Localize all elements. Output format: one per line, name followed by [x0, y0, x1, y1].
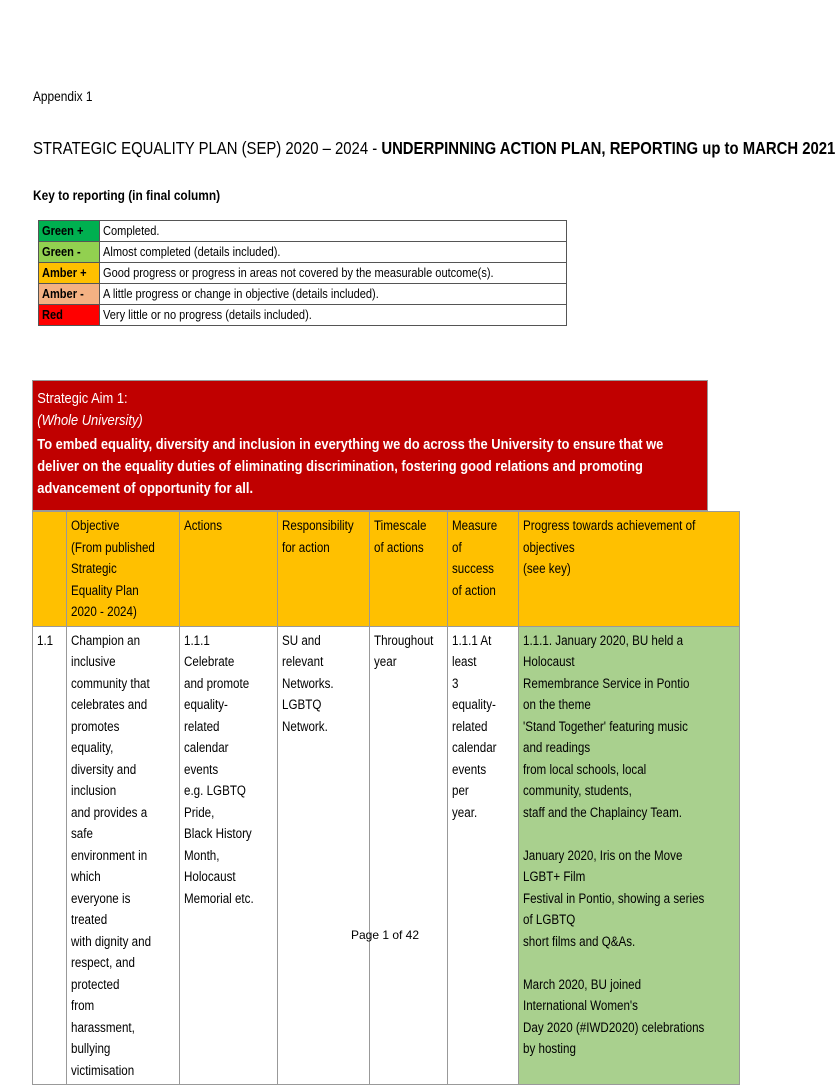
action-plan-table: [32, 511, 740, 1085]
key-row: [39, 305, 567, 326]
key-description: Completed.: [100, 221, 567, 242]
strategic-aim-banner: [32, 380, 708, 511]
row-actions: 1.1.1 Celebrate and promote equality-related calendar events e.g. LGBTQ Pride, Black History Month, Holocaust Memorial etc.: [180, 626, 278, 1085]
key-table: [38, 220, 567, 326]
header-row: [33, 512, 740, 627]
title-plain: STRATEGIC EQUALITY PLAN (SEP) 2020 – 2024 -: [33, 138, 382, 158]
row-measure: 1.1.1 At least 3 equality- related calendar events per year.: [448, 626, 519, 1085]
key-description: A little progress or change in objective (details included).: [100, 284, 567, 305]
aim-statement: To embed equality, diversity and inclusion in everything we do across the University to ensure that we deliver on the equality duties of eliminating discrimination, fostering good relations and promoting advancement of opportunity for all.: [37, 436, 664, 497]
key-row: [39, 221, 567, 242]
header-num: [33, 512, 67, 627]
aim-scope: (Whole University): [37, 412, 143, 429]
page-footer: Page 1 of 42: [350, 928, 420, 942]
appendix-label: Appendix 1: [33, 88, 93, 104]
key-swatch: Green +: [39, 221, 100, 242]
row-responsibility: SU and relevant Networks. LGBTQ Network.: [278, 626, 370, 1085]
key-description: Good progress or progress in areas not covered by the measurable outcome(s).: [100, 263, 567, 284]
title-bold: UNDERPINNING ACTION PLAN, REPORTING up to MARCH 2021: [381, 138, 835, 158]
header-timescale: Timescale of actions: [370, 512, 448, 627]
key-swatch: Amber -: [39, 284, 100, 305]
header-responsibility: Responsibility for action: [278, 512, 370, 627]
header-actions: Actions: [180, 512, 278, 627]
key-swatch: Red: [39, 305, 100, 326]
row-progress: 1.1.1. January 2020, BU held a Holocaust Remembrance Service in Pontio on the theme 'Stand Together' featuring music and readings from local schools, local community, students, staff and the Chaplaincy Team. January 2020, Iris on the Move LGBT+ Film Festival in Pontio, showing a series of LGBTQ short films and Q&As. March 2020, BU joined International Women's Day 2020 (#IWD2020) celebrations by hosting: [519, 626, 740, 1085]
key-description: Almost completed (details included).: [100, 242, 567, 263]
row-objective: Champion an inclusive community that celebrates and promotes equality, diversity and inclusion and provides a safe environment in which everyone is treated with dignity and respect, and protected from harassment, bullying victimisation: [67, 626, 180, 1085]
row-timescale: Throughout year: [370, 626, 448, 1085]
row-num: 1.1: [33, 626, 67, 1085]
key-heading: Key to reporting (in final column): [33, 187, 221, 203]
page-title: [33, 138, 835, 159]
key-description: Very little or no progress (details included).: [100, 305, 567, 326]
key-row: [39, 242, 567, 263]
table-row: [33, 626, 740, 1085]
key-swatch: Amber +: [39, 263, 100, 284]
header-objective: Objective (From published Strategic Equality Plan 2020 - 2024): [67, 512, 180, 627]
header-measure: Measure of success of action: [448, 512, 519, 627]
aim-label: Strategic Aim 1:: [37, 390, 128, 407]
key-row: [39, 284, 567, 305]
header-progress: Progress towards achievement of objectives (see key): [519, 512, 740, 627]
key-row: [39, 263, 567, 284]
key-swatch: Green -: [39, 242, 100, 263]
